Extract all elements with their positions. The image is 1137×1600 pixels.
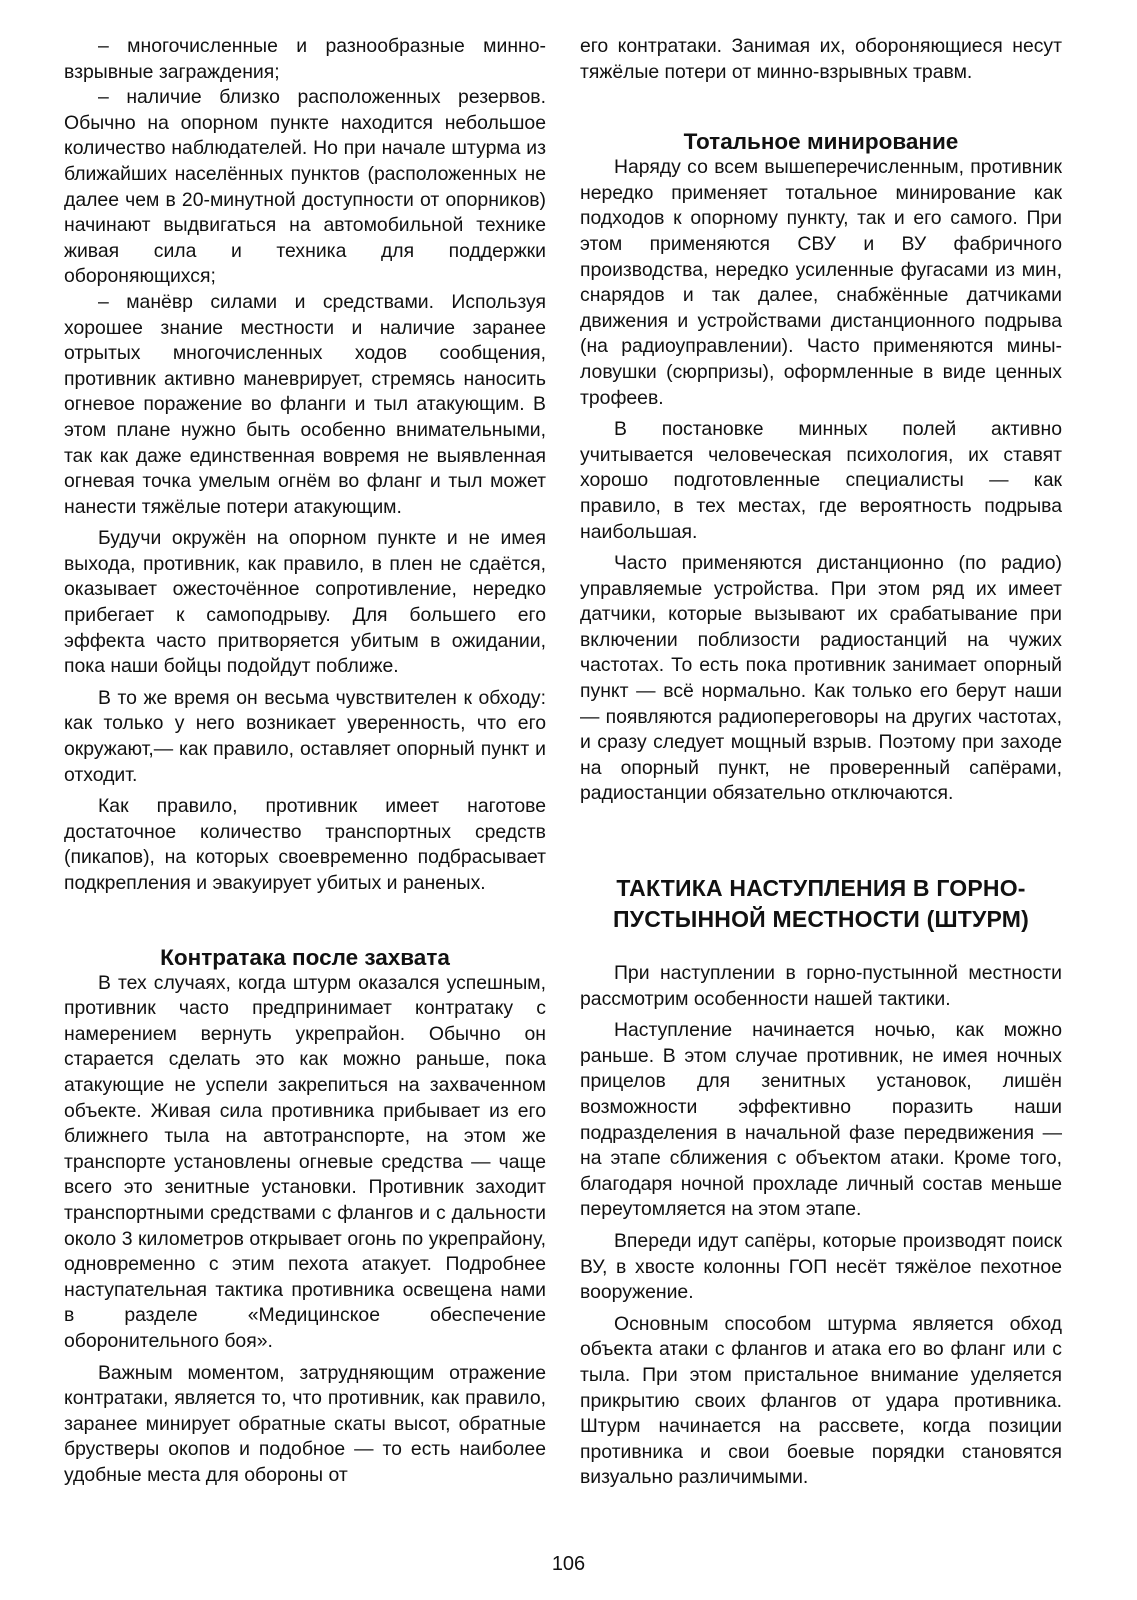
heading-counterattack: Контратака после захвата bbox=[160, 944, 450, 970]
heading-total-mining: Тотальное минирование bbox=[683, 129, 959, 155]
section-title-line-2: ПУСТЫННОЙ МЕСТНОСТИ (ШТУРМ) bbox=[613, 906, 1029, 933]
paragraph-flank-attack: Основным способом штурма является обход объекта атаки с флангов и атака его во фланг или с тыла. При этом пристальное внимание уделяется прикрытию своих флангов от удара противника. Штурм начинается на рассвете, когда позиции противника и свои боевые порядки становятся визуально различимыми. bbox=[580, 1312, 1062, 1489]
left-column bbox=[64, 34, 546, 1494]
list-item-maneuver: – манёвр силами и средствами. Используя хорошее знание местности и наличие заранее отрытых многочисленных ходов сообщения, противник активно маневрирует, стремясь наносить огневое поражение во фланги и тыл атакующим. В этом плане нужно быть особенно внимательными, так как даже единственная вовремя не выявленная огневая точка умелым огнём во фланг и тыл может нанести тяжёлые потери атакующим. bbox=[64, 290, 546, 518]
paragraph-reverse-slopes: Важным моментом, затрудняющим отражение контратаки, является то, что противник, как правило, заранее минирует обратные скаты высот, обратные брустверы окопов и подобное — то есть наиболее удобные места для обороны от bbox=[64, 1361, 546, 1486]
paragraph-flank-sensitivity: В то же время он весьма чувствителен к обходу: как только у него возникает уверенность, что его окружают,— как правило, оставляет опорный пункт и отходит. bbox=[64, 686, 546, 786]
list-item-reserves: – наличие близко расположенных резервов. Обычно на опорном пункте находится небольшое количество наблюдателей. Но при начале штурма из ближайших населённых пунктов (расположенных не далее чем в 20-минутной доступности от опорников) начинают выдвигаться на автомобильной технике живая сила и техника для поддержки обороняющихся; bbox=[64, 86, 546, 288]
list-item-mine-barriers: – многочисленные и разнообразные минно-взрывные заграждения; bbox=[64, 35, 546, 83]
paragraph-psychology: В постановке минных полей активно учитывается человеческая психология, их ставят хорошо подготовленные специалисты — как правило, в тех местах, где вероятность подрыва наибольшая. bbox=[580, 418, 1062, 543]
paragraph-intro: При наступлении в горно-пустынной местности рассмотрим особенности нашей тактики. bbox=[580, 962, 1062, 1010]
paragraph-transport: Как правило, противник имеет наготове достаточное количество транспортных средств (пикапов), на которых своевременно подбрасывает подкрепления и эвакуирует убитых и раненых. bbox=[64, 795, 546, 894]
right-column bbox=[580, 34, 1062, 1497]
paragraph-night-start: Наступление начинается ночью, как можно раньше. В этом случае противник, не имея ночных прицелов для зенитных установок, лишён возможности эффективно поразить наши подразделения в начальной фазе передвижения — на этапе сближения с объектом атаки. Кроме того, благодаря ночной прохладе личный состав меньше переутомляется на этом этапе. bbox=[580, 1019, 1062, 1221]
paragraph-counterattack: В тех случаях, когда штурм оказался успешным, противник часто предпринимает контратаку с намерением вернуть укрепрайон. Обычно он старается сделать это как можно раньше, пока атакующие не успели закрепиться на захваченном объекте. Живая сила противника прибывает из его ближнего тыла на автотранспорте, на этом же транспорте установлены огневые средства — чаще всего это зенитные установки. Противник заходит транспортными средствами с флангов и с дальности около 3 километров открывает огонь по укрепрайону, одновременно с этим пехота атакует. Подробнее наступательная тактика противника освещена нами в разделе «Медицинское обеспечение оборонительного боя». bbox=[64, 971, 546, 1352]
paragraph-sappers: Впереди идут сапёры, которые производят поиск ВУ, в хвосте колонны ГОП несёт тяжёлое пехотное вооружение. bbox=[580, 1229, 1062, 1304]
page-number: 106 bbox=[551, 1553, 586, 1575]
section-title bbox=[580, 873, 1062, 935]
paragraph-continuation: его контратаки. Занимая их, обороняющиеся несут тяжёлые потери от минно-взрывных травм. bbox=[580, 35, 1062, 83]
paragraph-total-mining: Наряду со всем вышеперечисленным, противник нередко применяет тотальное минирование как подходов к опорному пункту, так и его самого. При этом применяются СВУ и ВУ фабричного производства, нередко усиленные фугасами из мин, снарядов и так далее, снабжённые датчиками движения и устройствами дистанционного подрыва (на радиоуправлении). Часто применяются мины-ловушки (сюрпризы), оформленные в виде ценных трофеев. bbox=[580, 156, 1062, 409]
paragraph-radio-devices: Часто применяются дистанционно (по радио) управляемые устройства. При этом ряд их имеет датчики, которые вызывают их срабатывание при включении поблизости радиостанций на чужих частотах. То есть пока противник занимает опорный пункт — всё нормально. Как только его берут наши — появляются радиопереговоры на других частотах, и сразу следует мощный взрыв. Поэтому при заходе на опорный пункт, не проверенный сапёрами, радиостанции обязательно отключаются. bbox=[580, 552, 1062, 805]
paragraph-encircled: Будучи окружён на опорном пункте и не имея выхода, противник, как правило, в плен не сдаётся, оказывает ожесточённое сопротивление, нередко прибегает к самоподрыву. Для большего его эффекта часто притворяется убитым в ожидании, пока наши бойцы подойдут поближе. bbox=[64, 527, 546, 678]
section-title-line-1: ТАКТИКА НАСТУПЛЕНИЯ В ГОРНО- bbox=[616, 875, 1026, 902]
